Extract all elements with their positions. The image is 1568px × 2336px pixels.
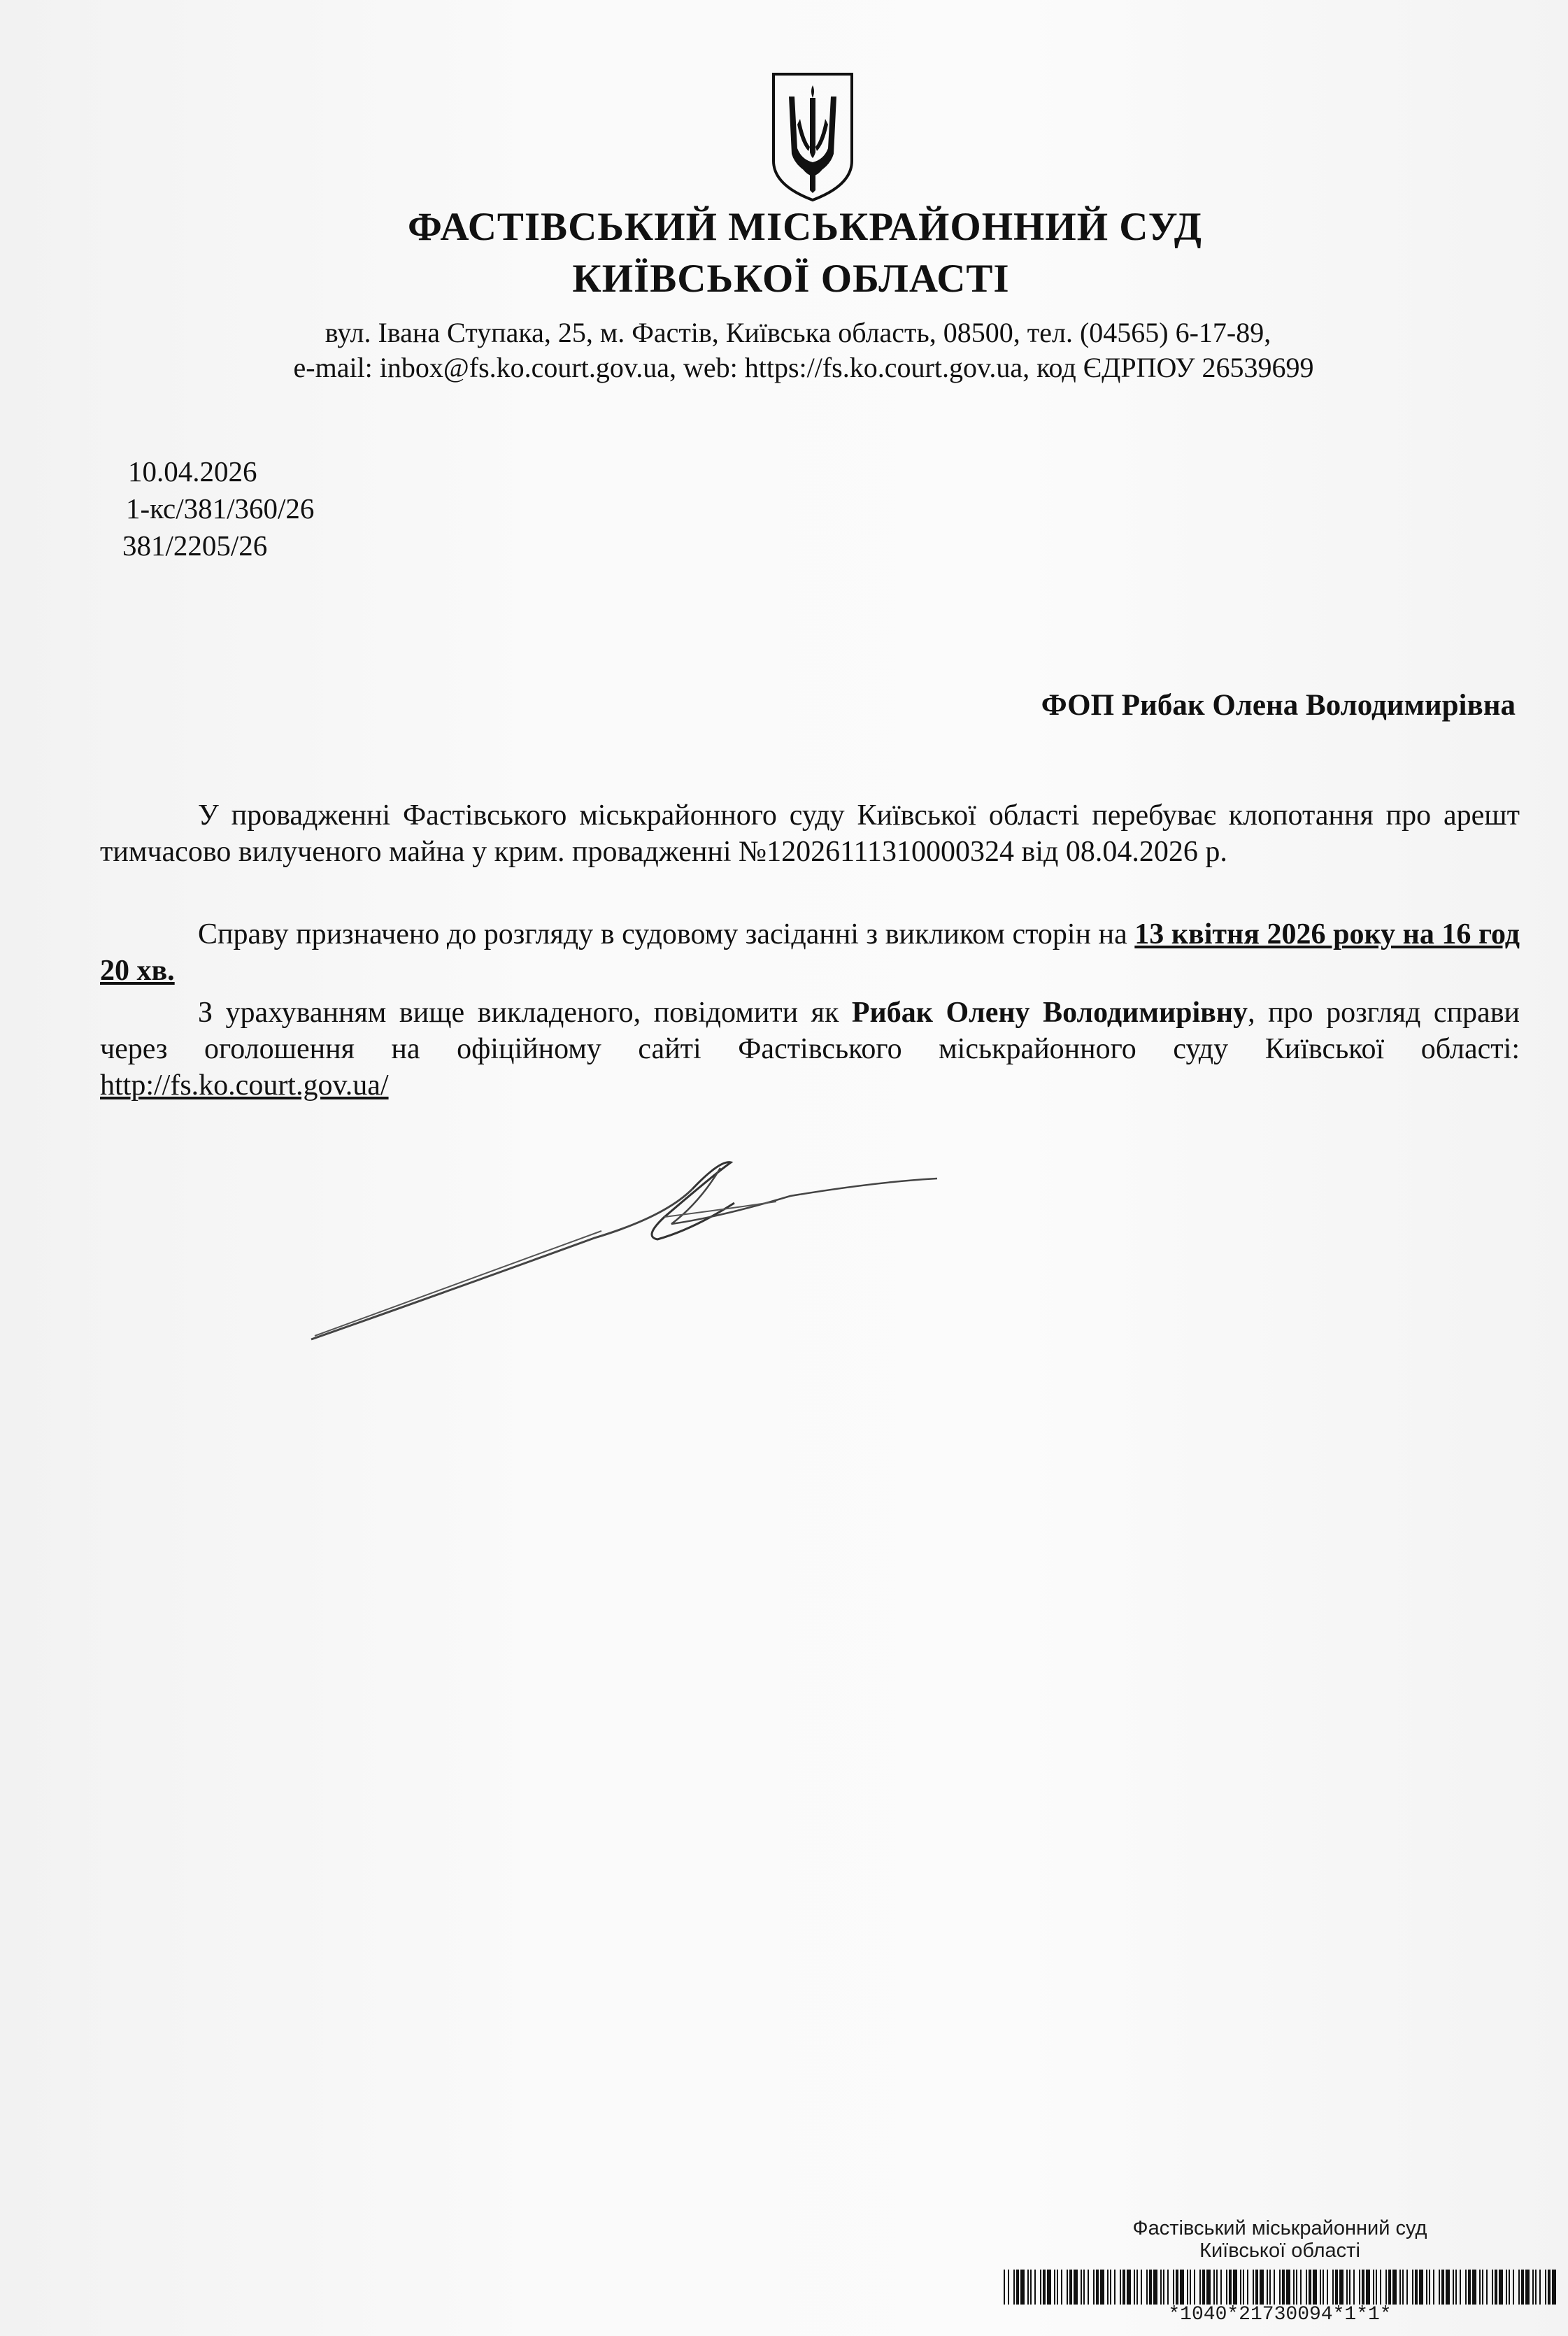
hearing-datetime: 13 квітня 2026 року на 16 год 20 хв. [100, 918, 1520, 987]
recipient-name: ФОП Рибак Олена Володимирівна [1041, 689, 1516, 722]
registry-number: 381/2205/26 [122, 529, 268, 562]
hearing-intro-text: Справу призначено до розгляду в судовому засіданні з викликом сторін на [198, 918, 1135, 950]
stamp-line1: Фастівський міськрайонний суд [1132, 2217, 1427, 2239]
notification-details-text: , про розгляд справи через оголошення на офіційному сайті Фастівського міськрайонного суду Київської області: [100, 997, 1520, 1065]
court-stamp [1000, 2217, 1560, 2262]
court-name-line2: КИЇВСЬКОЇ ОБЛАСТІ [572, 257, 1010, 301]
paragraph-proceedings-text: У провадженні Фастівського міськрайонного суду Київської області перебуває клопотання про арешт тимчасово вилученого майна у крим. провадженні №12026111310000324 від 08.04.2026 р. [100, 799, 1520, 868]
court-address: вул. Івана Ступака, 25, м. Фастів, Київська область, 08500, тел. (04565) 6-17-89, [325, 317, 1271, 348]
case-number: 1-кс/381/360/26 [126, 492, 315, 525]
barcode [1004, 2270, 1556, 2305]
document-date: 10.04.2026 [128, 455, 257, 487]
coat-of-arms-icon [768, 70, 857, 203]
notified-person-name: Рибак Олену Володимирівну [851, 997, 1248, 1029]
paragraph-proceedings [100, 797, 1520, 870]
notification-intro-text: З урахуванням вище викладеного, повідомити як [198, 997, 852, 1029]
paragraph-hearing [100, 916, 1520, 989]
court-contacts: e-mail: inbox@fs.ko.court.gov.ua, web: https://fs.ko.court.gov.ua, код ЄДРПОУ 26539699 [293, 352, 1314, 383]
stamp-line2: Київської області [1199, 2239, 1360, 2262]
court-name-line1: ФАСТІВСЬКИЙ МІСЬКРАЙОННИЙ СУД [408, 205, 1202, 249]
paragraph-notification [100, 995, 1520, 1104]
handwritten-signature [301, 1147, 958, 1350]
court-website-link[interactable]: http://fs.ko.court.gov.ua/ [100, 1069, 389, 1102]
barcode-number: *1040*21730094*1*1* [1168, 2304, 1392, 2326]
